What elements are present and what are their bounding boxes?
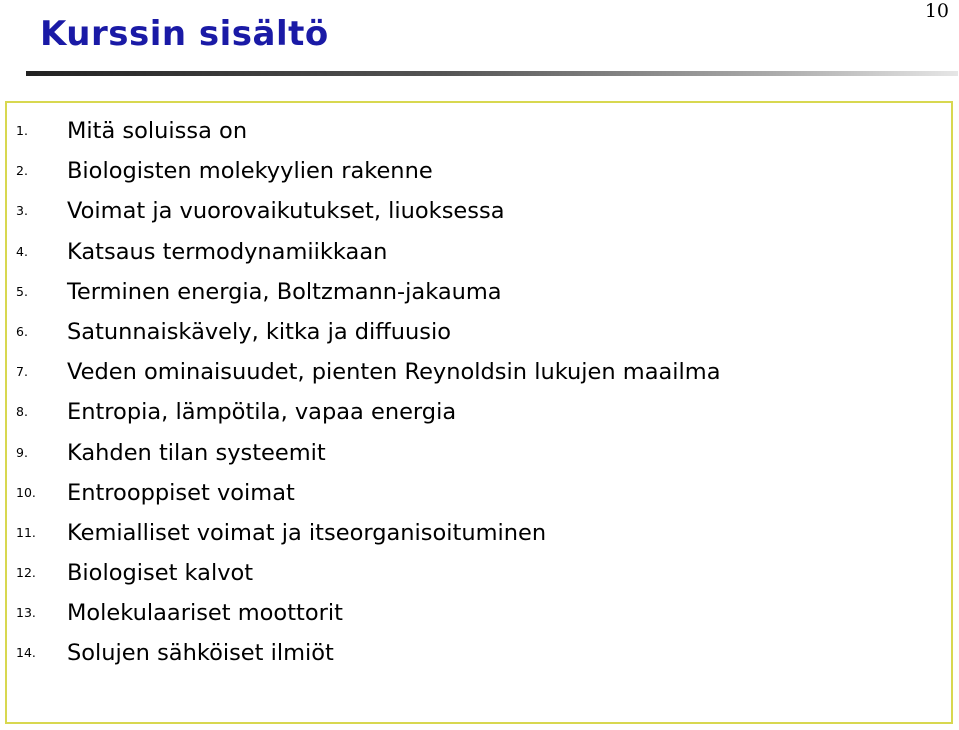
item-text: Entrooppiset voimat (67, 479, 295, 506)
item-number: 8. (16, 404, 28, 420)
list-item (7, 473, 951, 513)
item-text: Veden ominaisuudet, pienten Reynoldsin lukujen maailma (67, 359, 721, 386)
list-item (7, 433, 951, 473)
item-text: Kemialliset voimat ja itseorganisoituminen (67, 519, 547, 546)
item-text: Biologisten molekyylien rakenne (67, 158, 433, 185)
title-underline (26, 71, 958, 76)
course-content-list (7, 111, 951, 674)
list-item (7, 392, 951, 432)
list-item (7, 352, 951, 392)
list-item (7, 593, 951, 633)
item-number: 10. (16, 484, 36, 500)
content-box (5, 101, 953, 724)
item-text: Kahden tilan systeemit (67, 439, 326, 466)
slide-title: Kurssin sisältö (40, 14, 329, 54)
item-text: Molekulaariset moottorit (67, 600, 343, 627)
item-text: Mitä soluissa on (67, 118, 248, 144)
item-number: 1. (16, 123, 28, 138)
item-number: 5. (16, 283, 28, 299)
item-number: 2. (16, 163, 28, 179)
list-item (7, 191, 951, 231)
item-text: Solujen sähköiset ilmiöt (67, 640, 334, 667)
item-number: 11. (16, 524, 36, 540)
item-number: 4. (16, 243, 28, 259)
item-number: 13. (16, 605, 36, 621)
list-item (7, 633, 951, 673)
item-number: 14. (16, 645, 36, 661)
item-text: Satunnaiskävely, kitka ja diffuusio (67, 318, 452, 345)
item-text: Entropia, lämpötila, vapaa energia (67, 399, 457, 426)
item-number: 9. (16, 444, 28, 460)
list-item (7, 553, 951, 593)
list-item (7, 232, 951, 272)
list-item (7, 111, 951, 151)
item-number: 6. (16, 323, 28, 339)
item-text: Katsaus termodynamiikkaan (67, 238, 388, 265)
list-item (7, 312, 951, 352)
list-item (7, 513, 951, 553)
item-number: 7. (16, 364, 28, 380)
list-item (7, 151, 951, 191)
item-text: Biologiset kalvot (67, 560, 254, 587)
item-number: 12. (16, 565, 36, 581)
list-item (7, 272, 951, 312)
item-text: Voimat ja vuorovaikutukset, liuoksessa (67, 198, 505, 225)
item-number: 3. (16, 203, 28, 219)
item-text: Terminen energia, Boltzmann-jakauma (67, 278, 502, 305)
page-number: 10 (924, 0, 949, 22)
